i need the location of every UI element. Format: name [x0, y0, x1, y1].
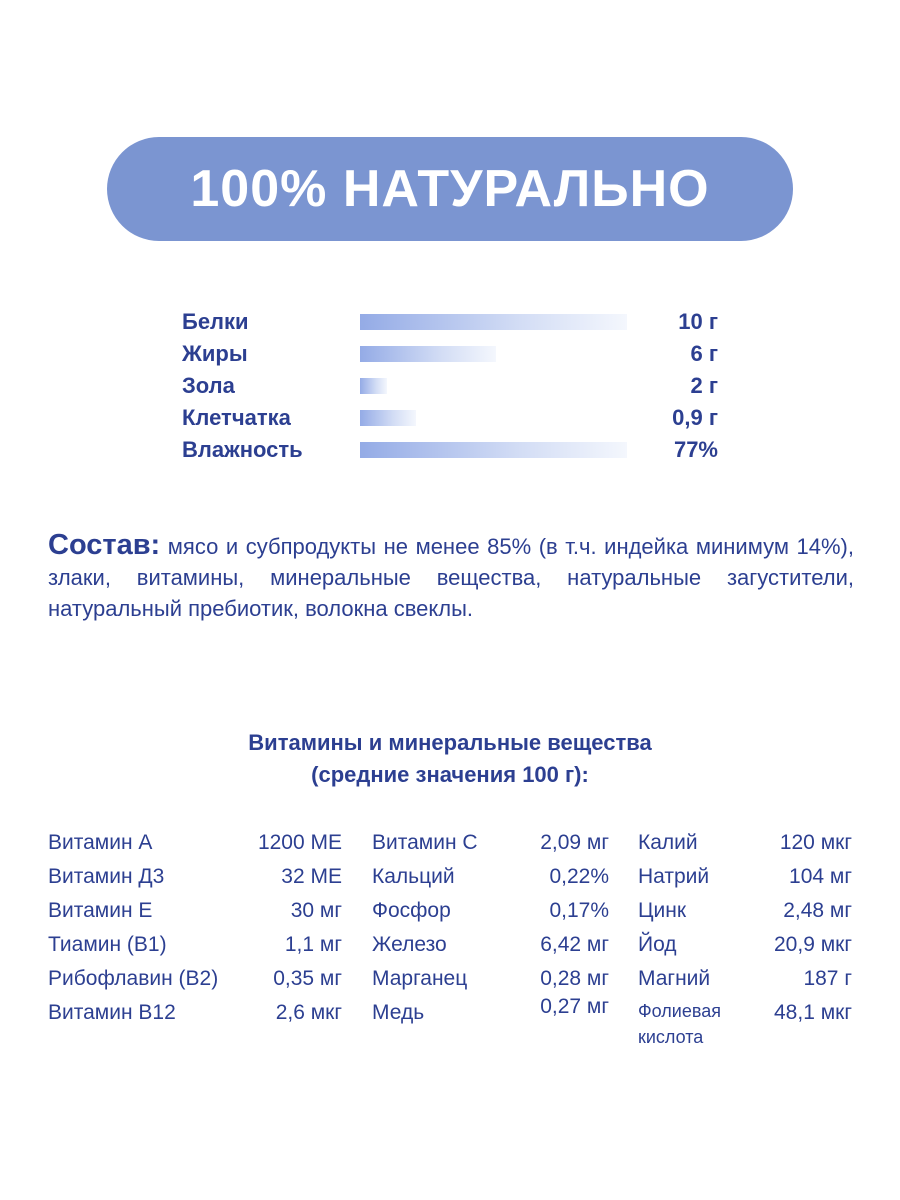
vitamin-value: 0,35 мг: [273, 967, 342, 990]
nutrient-bar: [360, 442, 627, 458]
mineral-value: 104 мг: [789, 865, 852, 888]
vitamin-name: Рибофлавин (В2): [48, 967, 219, 990]
vitamin-value: 30 мг: [290, 899, 342, 922]
mineral-value: 0,28 мг: [540, 967, 609, 990]
nutrient-value: 2 г: [690, 373, 718, 398]
vitamin-name: Витамин Е: [48, 899, 153, 922]
composition-text: мясо и субпродукты не менее 85% (в т.ч. индейка минимум 14%), злаки, витамины, минеральные вещества, натуральные загустители, натуральный пребиотик, волокна свеклы.: [48, 534, 854, 621]
mineral-value: 6,42 мг: [540, 933, 609, 956]
nutrient-bar: [360, 410, 416, 426]
nutrient-label: Белки: [182, 309, 249, 334]
mineral-name: Йод: [638, 933, 677, 956]
mineral-value: 0,22%: [549, 865, 609, 888]
nutrient-value: 77%: [673, 437, 718, 462]
mineral-name: Калий: [638, 831, 698, 854]
mineral-value: 120 мкг: [779, 831, 852, 854]
mineral-name: Натрий: [638, 865, 710, 888]
mineral-name: Марганец: [372, 967, 468, 990]
composition-label: Состав:: [48, 529, 161, 561]
vitamin-name: Витамин В12: [48, 1001, 176, 1024]
nutrient-value: 6 г: [690, 341, 718, 366]
vitamins-heading-line1: Витамины и минеральные вещества: [248, 730, 652, 755]
nutrient-bar: [360, 346, 496, 362]
nutrient-bar: [360, 314, 627, 330]
mineral-value: 0,27 мг: [540, 995, 609, 1018]
mineral-name: Фосфор: [372, 899, 451, 922]
vitamin-name: Витамин А: [48, 831, 153, 854]
vitamin-value: 1200 МЕ: [257, 831, 342, 854]
nutrient-row-fat: [182, 339, 718, 369]
mineral-name: Железо: [372, 933, 447, 956]
vitamin-value: 2,6 мкг: [275, 1001, 342, 1024]
mineral-value: 2,48 мг: [783, 899, 852, 922]
mineral-value: 187 г: [803, 967, 852, 990]
nutrient-label: Клетчатка: [182, 405, 291, 430]
nutrient-bar: [360, 378, 387, 394]
nutrient-row-protein: [182, 307, 718, 337]
nutrient-row-moisture: [182, 435, 718, 465]
nutrient-label: Влажность: [182, 437, 303, 462]
mineral-name: Медь: [372, 1001, 425, 1024]
vitamin-value: 1,1 мг: [284, 933, 342, 956]
mineral-name: Магний: [638, 967, 711, 990]
vitamin-name: Тиамин (В1): [48, 933, 167, 956]
mineral-name: Цинк: [638, 899, 687, 922]
vitamin-name: Витамин Д3: [48, 865, 165, 888]
mineral-value: 20,9 мкг: [774, 933, 852, 956]
nutrient-value: 0,9 г: [672, 405, 718, 430]
composition-paragraph: [48, 530, 854, 624]
mineral-name-line2: кислота: [638, 1027, 704, 1047]
title-banner: [107, 137, 793, 241]
nutrient-label: Жиры: [182, 341, 248, 366]
nutrient-value: 10 г: [678, 309, 718, 334]
nutrient-label: Зола: [182, 373, 235, 398]
mineral-name-line1: Фолиевая: [638, 1001, 721, 1021]
mineral-value: 48,1 мкг: [774, 1001, 852, 1024]
nutrient-row-ash: [182, 371, 718, 401]
mineral-name: Кальций: [372, 865, 455, 888]
vitamin-value: 32 МЕ: [281, 865, 342, 888]
nutrient-row-fiber: [182, 403, 718, 433]
vitamins-heading-line2: (средние значения 100 г):: [311, 762, 589, 787]
mineral-name: Витамин С: [372, 831, 478, 854]
mineral-value: 2,09 мг: [540, 831, 609, 854]
page-title: 100% НАТУРАЛЬНО: [190, 160, 710, 218]
mineral-value: 0,17%: [549, 899, 609, 922]
